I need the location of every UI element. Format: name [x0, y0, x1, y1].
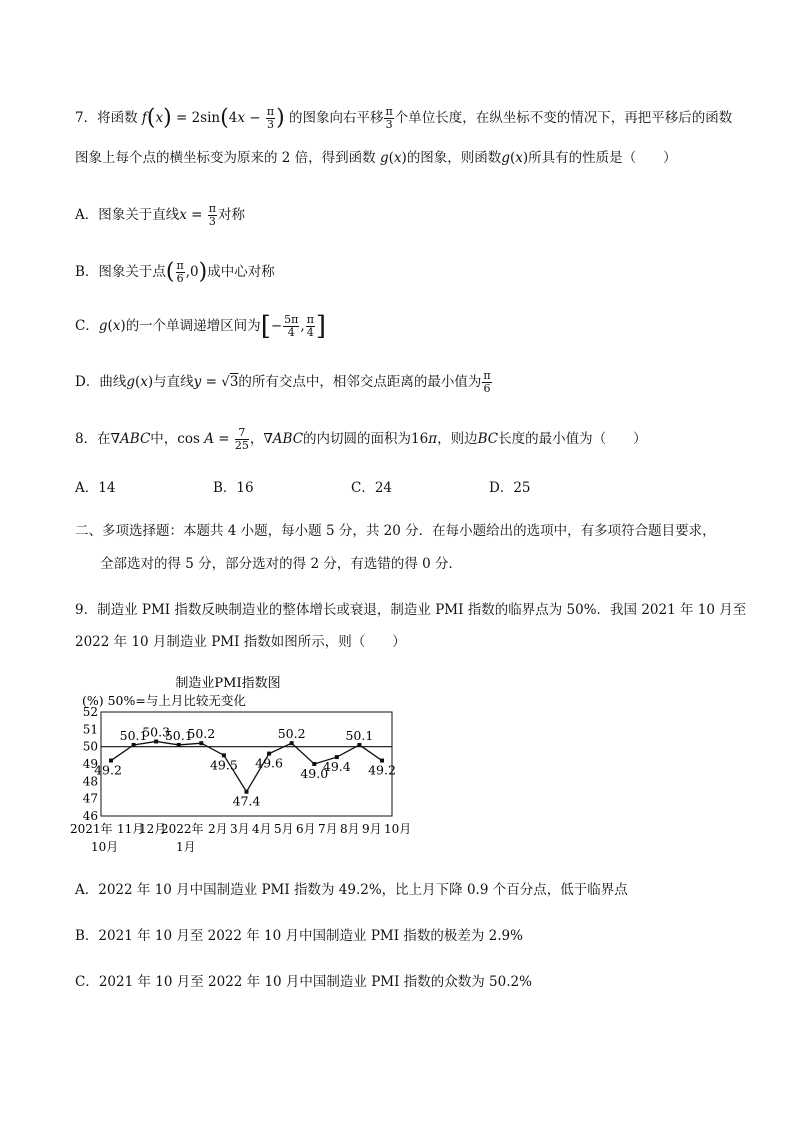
math-expr: $\frac{\pi}{4}$: [306, 313, 314, 339]
q9-option-c: C．2021 年 10 月至 2022 年 10 月中国制造业 PMI 指数的众数为 50.2%: [75, 974, 532, 990]
data-point: [132, 743, 136, 747]
data-point: [199, 741, 203, 745]
math-expr: x: [393, 150, 402, 166]
math-expr: (: [509, 150, 516, 166]
math-expr: A: [199, 431, 214, 447]
math-expr: ∇: [110, 431, 121, 447]
option-text: 的所有交点中，相邻交点距离的最小值为: [238, 374, 482, 390]
option-text: C．: [75, 318, 99, 334]
data-label: 50.2: [187, 726, 216, 742]
math-expr: ABC: [120, 431, 151, 447]
option-b: B．16: [213, 480, 254, 496]
data-point: [357, 743, 361, 747]
y-tick-label: 51: [82, 722, 98, 737]
q7-option-c: C．g(x)的一个单调递增区间为[− $\frac{5\pi}{4}$ , $\frac{\pi}{4}$ ]: [75, 311, 327, 342]
math-expr: x: [140, 374, 148, 390]
q7-text: 的图象，则函数: [406, 150, 502, 166]
data-label: 50.1: [119, 727, 148, 743]
math-expr: g: [98, 318, 108, 334]
option-d: D．25: [489, 480, 531, 496]
data-point: [290, 741, 294, 745]
chart-subtitle: (%) 50%=与上月比较无变化: [82, 693, 246, 708]
option-text: 对称: [218, 207, 246, 223]
q9-option-b: B．2021 年 10 月至 2022 年 10 月中国制造业 PMI 指数的极差为 2.9%: [75, 928, 523, 944]
option-text: D．曲线: [75, 374, 127, 390]
option-text: 与直线: [153, 374, 194, 390]
q8-text: 的内切圆的面积为: [303, 431, 412, 447]
math-expr: ): [198, 259, 208, 285]
x-tick-label: 6月: [296, 822, 316, 836]
q7-text: 图象上每个点的横坐标变为原来的 2 倍，得到函数: [75, 150, 376, 166]
data-label: 49.2: [94, 762, 122, 778]
math-expr: x: [515, 150, 523, 166]
math-expr: x: [237, 110, 245, 126]
data-label: 50.3: [142, 724, 171, 740]
x-tick-label: 2月: [208, 822, 228, 836]
q8-text: 中，: [150, 431, 178, 447]
data-label: 49.0: [300, 766, 329, 781]
math-expr: (: [165, 259, 175, 285]
q7-text: 的图象向右平移: [288, 110, 384, 126]
data-label: 50.2: [277, 726, 306, 742]
math-expr: BC: [477, 431, 499, 447]
option-a: A．14: [75, 480, 116, 496]
x-tick-label: 4月: [252, 822, 272, 836]
q7-text: 所具有的性质是（ ）: [528, 150, 677, 166]
data-point: [177, 743, 181, 747]
y-tick-label: 52: [82, 705, 98, 719]
q8-stem: 8．在∇ABC中，cos A = $\frac{7}{25}$ ，∇ABC的内切圆的面积为16π，则边BC长度的最小值为（ ）: [75, 426, 647, 452]
option-text: A．图象关于直线: [75, 207, 180, 223]
data-label: 47.4: [232, 793, 261, 809]
math-expr: x: [179, 207, 187, 223]
math-expr: $\frac{\pi}{6}$: [176, 259, 184, 285]
option-text: B．图象关于点: [75, 264, 166, 280]
x-tick-label: 9月: [362, 822, 382, 836]
section2-heading-cont: 全部选对的得 5 分，部分选对的得 2 分，有选错的得 0 分．: [100, 556, 463, 572]
q8-options: [75, 478, 531, 498]
chart-title: 制造业PMI指数图: [175, 676, 281, 691]
math-expr: $\frac{\pi}{6}$: [483, 369, 491, 395]
math-expr: ): [276, 105, 285, 131]
math-expr: ABC: [272, 431, 304, 447]
math-expr: (: [388, 150, 394, 166]
math-expr: [: [260, 311, 271, 342]
y-tick-label: 46: [82, 809, 98, 823]
q9-stem-line2: 2022 年 10 月制造业 PMI 指数如图所示，则（ ）: [75, 634, 406, 650]
data-label: 49.5: [209, 757, 238, 773]
math-expr: g: [126, 374, 135, 390]
data-label: 49.6: [255, 755, 284, 771]
math-expr: ): [163, 105, 172, 131]
option-text: 的一个单调递增区间为: [125, 318, 261, 334]
data-point: [154, 739, 158, 743]
q7-option-a: A．图象关于直线x = $\frac{\pi}{3}$ 对称: [75, 202, 246, 228]
x-tick-label: 8月: [340, 822, 360, 836]
x-tick-label: 10月: [91, 840, 119, 854]
option-c: C．24: [351, 480, 393, 496]
data-label: 49.2: [368, 762, 396, 778]
math-expr: $\frac{5\pi}{4}$: [284, 313, 299, 339]
y-tick-label: 49: [82, 757, 98, 771]
math-expr: $\frac{\pi}{3}$: [266, 105, 275, 131]
math-expr: x: [112, 318, 121, 334]
math-expr: $\frac{\pi}{3}$: [208, 202, 217, 228]
q8-text: ，则边: [437, 431, 478, 447]
q7-option-b: B．图象关于点( $\frac{\pi}{6}$ ,0)成中心对称: [75, 259, 275, 285]
y-tick-label: 50: [82, 739, 98, 754]
math-expr: ): [401, 150, 407, 166]
math-expr: ): [522, 150, 529, 166]
math-expr: g: [379, 150, 389, 166]
x-tick-label: 2021年: [70, 822, 113, 836]
math-expr: x: [155, 110, 164, 126]
x-tick-label: 11月: [117, 822, 145, 836]
y-tick-label: 47: [82, 791, 98, 806]
data-label: 49.4: [322, 759, 351, 775]
q7-stem-line2: [75, 148, 677, 168]
pmi-chart: [70, 672, 430, 862]
section2-heading: 二、多项选择题：本题共 4 小题，每小题 5 分，共 20 分．在每小题给出的选项中，有多项符合题目要求，: [75, 523, 716, 539]
x-tick-label: 5月: [274, 822, 294, 836]
q7-text: 7．将函数: [75, 110, 138, 126]
math-expr: $\frac{7}{25}$: [234, 426, 249, 452]
math-expr: $\frac{\pi}{3}$: [385, 105, 393, 131]
option-text: 成中心对称: [207, 264, 275, 280]
x-tick-label: 7月: [318, 822, 338, 836]
y-tick-label: 48: [82, 774, 98, 789]
x-tick-label: 3月: [230, 822, 250, 836]
math-expr: ∇: [263, 431, 273, 447]
q7-option-d: D．曲线g(x)与直线y = √3的所有交点中，相邻交点距离的最小值为 $\frac{\pi}{6}$: [75, 369, 491, 395]
x-tick-label: 12月: [139, 822, 167, 836]
q9-stem-line1: 9．制造业 PMI 指数反映制造业的整体增长或衰退，制造业 PMI 指数的临界点为 50%．我国 2021 年 10 月至: [75, 602, 747, 618]
math-expr: (: [146, 105, 156, 131]
math-expr: (: [220, 105, 229, 131]
q8-text: ，: [249, 431, 264, 447]
x-tick-label: 2022年: [161, 822, 204, 836]
math-expr: g: [501, 150, 510, 166]
q8-text: 8．在: [75, 431, 111, 447]
data-label: 50.1: [164, 727, 193, 743]
math-expr: ]: [315, 311, 327, 342]
x-tick-label: 10月: [384, 822, 412, 836]
data-label: 50.1: [345, 727, 374, 743]
pmi-chart-svg: [70, 672, 430, 862]
x-tick-label: 1月: [176, 840, 196, 854]
math-expr: y: [193, 374, 202, 390]
math-expr: f: [141, 110, 147, 126]
math-expr: π: [428, 431, 438, 447]
q9-option-a: A．2022 年 10 月中国制造业 PMI 指数为 49.2%，比上月下降 0.9 个百分点，低于临界点: [75, 882, 628, 898]
q7-stem-line1: 7．将函数 f(x) = 2sin(4x − $\frac{\pi}{3}$ ) 的图象向右平移 $\frac{\pi}{3}$ 个单位长度，在纵坐标不变的情况下，再把平移后的函数: [75, 105, 733, 131]
q8-text: 长度的最小值为（ ）: [498, 431, 647, 447]
q7-text: 个单位长度，在纵坐标不变的情况下，再把平移后的函数: [394, 110, 733, 126]
